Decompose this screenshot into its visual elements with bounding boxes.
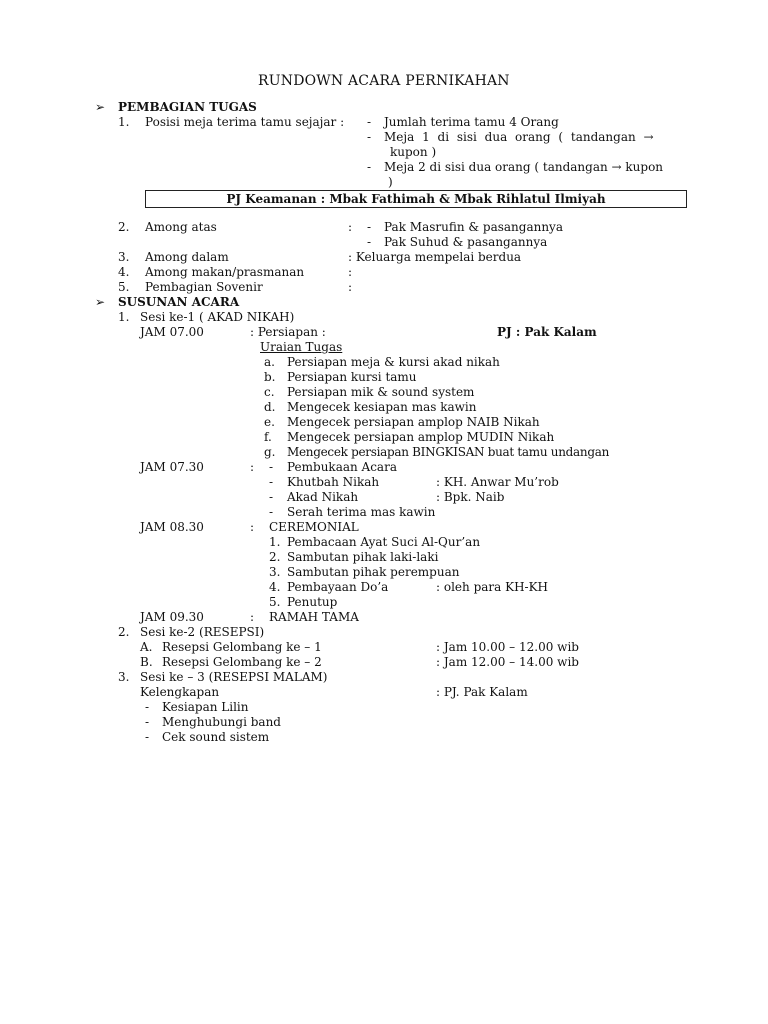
bullet-text: ) bbox=[388, 175, 393, 189]
task-letter: e. bbox=[264, 415, 275, 429]
dash-bullet: - bbox=[269, 505, 274, 519]
colon: : bbox=[348, 265, 353, 279]
task-letter: d. bbox=[264, 400, 276, 414]
task-text: Persiapan mik & sound system bbox=[287, 385, 475, 399]
time-label: JAM 07.30 bbox=[140, 460, 204, 474]
bullet-text: Jumlah terima tamu 4 Orang bbox=[384, 115, 559, 129]
dash-bullet: - bbox=[269, 460, 274, 474]
list-item: Menghubungi band bbox=[162, 715, 281, 729]
list-item: Cek sound sistem bbox=[162, 730, 270, 744]
bullet-text: Pak Suhud & pasangannya bbox=[384, 235, 548, 249]
task-text: Mengecek persiapan BINGKISAN buat tamu undangan bbox=[287, 445, 609, 459]
program-item: Akad Nikah bbox=[287, 490, 359, 504]
program-value: : KH. Anwar Mu’rob bbox=[436, 475, 559, 489]
row-letter: B. bbox=[140, 655, 153, 669]
list-number: 3. bbox=[269, 565, 281, 579]
dash-bullet: - bbox=[367, 220, 372, 234]
dash-bullet: - bbox=[145, 715, 150, 729]
document-title: RUNDOWN ACARA PERNIKAHAN bbox=[258, 73, 510, 89]
program-item: Pembayaan Do’a bbox=[287, 580, 389, 594]
resepsi-row: Resepsi Gelombang ke – 2 bbox=[162, 655, 322, 669]
item-label: Among makan/prasmanan bbox=[145, 265, 305, 279]
pj-label: PJ : Pak Kalam bbox=[497, 325, 597, 339]
dash-bullet: - bbox=[367, 235, 372, 249]
program-item: Sambutan pihak laki-laki bbox=[287, 550, 439, 564]
task-text: Mengecek kesiapan mas kawin bbox=[287, 400, 477, 414]
dash-bullet: - bbox=[145, 730, 150, 744]
task-text: Mengecek persiapan amplop NAIB Nikah bbox=[287, 415, 540, 429]
task-letter: g. bbox=[264, 445, 276, 459]
program-item: Pembacaan Ayat Suci Al-Qur’an bbox=[287, 535, 481, 549]
list-number: 4. bbox=[269, 580, 281, 594]
item-number: 5. bbox=[118, 280, 130, 294]
time-label: JAM 08.30 bbox=[140, 520, 204, 534]
task-letter: f. bbox=[264, 430, 272, 444]
dash-bullet: - bbox=[367, 160, 372, 174]
dash-bullet: - bbox=[269, 490, 274, 504]
task-letter: a. bbox=[264, 355, 275, 369]
row-letter: A. bbox=[140, 640, 153, 654]
dash-bullet: - bbox=[367, 130, 372, 144]
program-value: : oleh para KH-KH bbox=[436, 580, 549, 594]
list-item: Kesiapan Lilin bbox=[162, 700, 249, 714]
task-letter: c. bbox=[264, 385, 275, 399]
colon: : bbox=[348, 220, 353, 234]
task-text: Persiapan kursi tamu bbox=[287, 370, 417, 384]
bullet-text: Meja 2 di sisi dua orang ( tandangan → kupon bbox=[384, 160, 664, 174]
item-value: : Keluarga mempelai berdua bbox=[348, 250, 522, 264]
program-item: Serah terima mas kawin bbox=[287, 505, 436, 519]
sesi-label: Sesi ke – 3 (RESEPSI MALAM) bbox=[140, 670, 328, 684]
colon: : bbox=[348, 280, 353, 294]
task-letter: b. bbox=[264, 370, 276, 384]
task-text: Mengecek persiapan amplop MUDIN Nikah bbox=[287, 430, 555, 444]
program-value: : Bpk. Naib bbox=[436, 490, 505, 504]
dash-bullet: - bbox=[367, 115, 372, 129]
ramah-tama-label: RAMAH TAMA bbox=[269, 610, 359, 624]
list-number: 1. bbox=[269, 535, 281, 549]
resepsi-time: : Jam 12.00 – 14.00 wib bbox=[436, 655, 579, 669]
bullet-text: Meja 1 di sisi dua orang ( tandangan → bbox=[384, 130, 654, 144]
sesi-label: Sesi ke-2 (RESEPSI) bbox=[140, 625, 265, 639]
time-label: JAM 07.00 bbox=[140, 325, 204, 339]
item-number: 3. bbox=[118, 670, 130, 684]
item-label: Among atas bbox=[145, 220, 217, 234]
arrow-bullet-icon: ➢ bbox=[95, 100, 106, 114]
item-number: 1. bbox=[118, 115, 130, 129]
item-number: 1. bbox=[118, 310, 130, 324]
colon: : bbox=[250, 460, 255, 474]
program-item: Penutup bbox=[287, 595, 338, 609]
item-number: 2. bbox=[118, 220, 130, 234]
resepsi-row: Resepsi Gelombang ke – 1 bbox=[162, 640, 322, 654]
program-item: Sambutan pihak perempuan bbox=[287, 565, 460, 579]
dash-bullet: - bbox=[269, 475, 274, 489]
bullet-text: kupon ) bbox=[390, 145, 437, 159]
uraian-tugas-heading: Uraian Tugas bbox=[260, 340, 343, 354]
list-number: 2. bbox=[269, 550, 281, 564]
bullet-text: Pak Masrufin & pasangannya bbox=[384, 220, 563, 234]
sesi-label: Sesi ke-1 ( AKAD NIKAH) bbox=[140, 310, 295, 324]
item-number: 4. bbox=[118, 265, 130, 279]
program-item: Pembukaan Acara bbox=[287, 460, 397, 474]
arrow-bullet-icon: ➢ bbox=[95, 295, 106, 309]
item-label: Among dalam bbox=[145, 250, 229, 264]
item-number: 2. bbox=[118, 625, 130, 639]
pj-label: : PJ. Pak Kalam bbox=[436, 685, 528, 699]
section-heading-pembagian: PEMBAGIAN TUGAS bbox=[118, 100, 257, 114]
item-label: Pembagian Sovenir bbox=[145, 280, 263, 294]
kelengkapan-label: Kelengkapan bbox=[140, 685, 220, 699]
item-label: Posisi meja terima tamu sejajar : bbox=[145, 115, 345, 129]
program-item: Khutbah Nikah bbox=[287, 475, 380, 489]
section-heading-susunan: SUSUNAN ACARA bbox=[118, 295, 240, 309]
colon: : bbox=[250, 610, 255, 624]
persiapan-label: : Persiapan : bbox=[250, 325, 326, 339]
task-text: Persiapan meja & kursi akad nikah bbox=[287, 355, 500, 369]
item-number: 3. bbox=[118, 250, 130, 264]
dash-bullet: - bbox=[145, 700, 150, 714]
pj-keamanan-box: PJ Keamanan : Mbak Fathimah & Mbak Rihlatul Ilmiyah bbox=[145, 190, 687, 208]
list-number: 5. bbox=[269, 595, 281, 609]
resepsi-time: : Jam 10.00 – 12.00 wib bbox=[436, 640, 579, 654]
colon: : bbox=[250, 520, 255, 534]
ceremonial-label: CEREMONIAL bbox=[269, 520, 359, 534]
time-label: JAM 09.30 bbox=[140, 610, 204, 624]
